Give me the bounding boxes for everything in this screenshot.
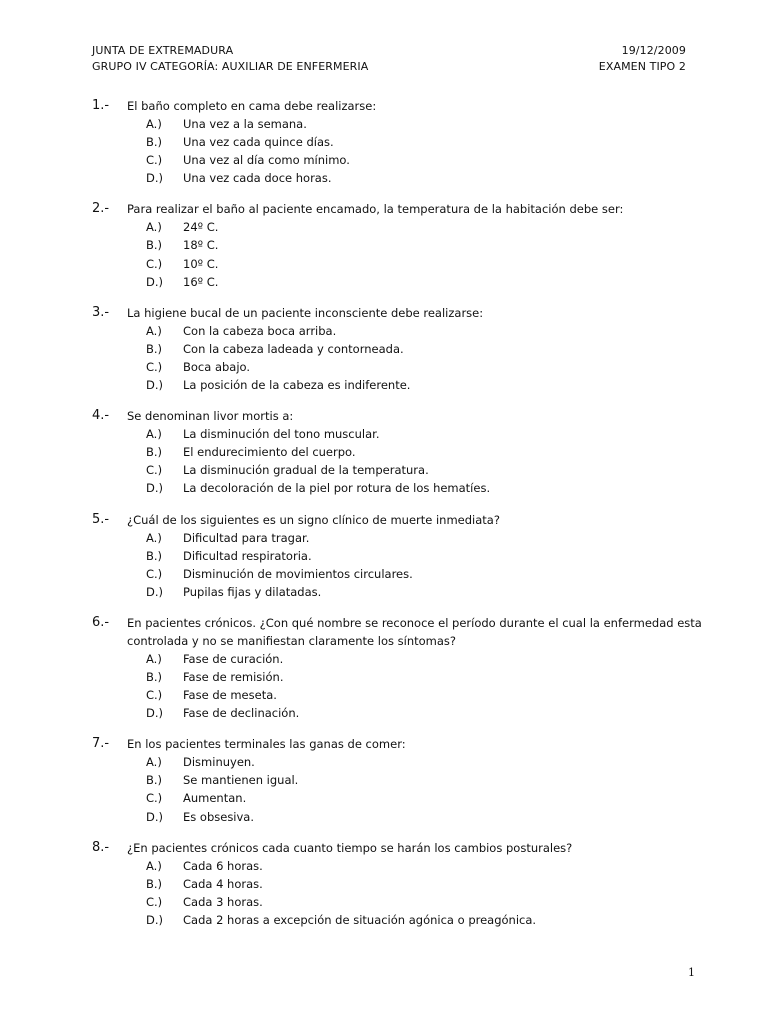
option-text: Una vez a la semana. (183, 117, 307, 131)
option-letter: D.) (146, 912, 163, 927)
question-6 (92, 614, 702, 722)
option-text: 16º C. (183, 274, 219, 289)
option-letter: A.) (146, 117, 162, 131)
option-letter: C.) (146, 566, 163, 581)
question-text: La higiene bucal de un paciente inconsciente debe realizarse: (127, 305, 484, 320)
option-letter: D.) (146, 481, 163, 496)
option-c (146, 358, 702, 376)
options-list (146, 218, 702, 290)
option-letter: A.) (146, 755, 162, 770)
question-text: En los pacientes terminales las ganas de comer: (127, 737, 406, 752)
question-number: 7.- (92, 736, 110, 752)
option-letter: A.) (146, 220, 162, 235)
option-letter: C.) (146, 153, 163, 168)
option-text: Fase de meseta. (183, 688, 277, 703)
option-letter: B.) (146, 876, 163, 891)
options-list (146, 753, 702, 825)
option-letter: D.) (146, 584, 163, 599)
options-list (146, 322, 702, 394)
option-text: 10º C. (183, 256, 219, 271)
option-b (146, 443, 702, 461)
option-letter: D.) (146, 274, 163, 289)
option-d (146, 376, 702, 394)
option-text: Con la cabeza boca arriba. (183, 323, 337, 338)
option-b (146, 875, 702, 893)
header-exam-type: EXAMEN TIPO 2 (598, 60, 686, 73)
option-b (146, 668, 702, 686)
option-text: Boca abajo. (183, 359, 251, 374)
option-a (146, 322, 702, 340)
option-text: El endurecimiento del cuerpo. (183, 445, 356, 460)
option-c (146, 686, 702, 704)
option-a (146, 650, 702, 668)
option-text: Con la cabeza ladeada y contorneada. (183, 341, 404, 356)
option-c (146, 461, 702, 479)
option-letter: B.) (146, 238, 163, 253)
option-letter: A.) (146, 530, 162, 545)
option-b (146, 133, 702, 151)
option-c (146, 255, 702, 273)
header-row-2 (92, 59, 686, 75)
option-letter: C.) (146, 463, 163, 478)
question-4 (92, 407, 702, 497)
option-text: Disminuyen. (183, 755, 255, 770)
option-text: Es obsesiva. (183, 809, 255, 824)
question-number: 8.- (92, 839, 110, 855)
option-b (146, 771, 702, 789)
options-list (146, 115, 702, 187)
option-a (146, 425, 702, 443)
option-letter: D.) (146, 809, 163, 824)
option-d (146, 273, 702, 291)
option-letter: C.) (146, 256, 163, 271)
option-text: Cada 2 horas a excepción de situación agónica o preagónica. (183, 912, 537, 927)
question-3 (92, 304, 702, 394)
question-text: Para realizar el baño al paciente encamado, la temperatura de la habitación debe ser: (127, 202, 624, 217)
header-group: GRUPO IV CATEGORÍA: AUXILIAR DE ENFERMERIA (92, 60, 369, 73)
option-d (146, 169, 702, 187)
option-text: 24º C. (183, 220, 219, 235)
option-letter: C.) (146, 359, 163, 374)
option-text: Aumentan. (183, 791, 247, 806)
question-text: En pacientes crónicos. ¿Con qué nombre se reconoce el período durante el cual la enfermedad esta controlada y no se manifiestan claramente los síntomas? (127, 615, 702, 648)
option-letter: A.) (146, 858, 162, 873)
question-7 (92, 735, 702, 825)
option-text: Disminución de movimientos circulares. (183, 566, 413, 581)
option-text: Cada 6 horas. (183, 858, 263, 873)
question-number: 1.- (92, 98, 110, 113)
option-letter: B.) (146, 341, 163, 356)
option-text: Una vez cada quince días. (183, 135, 334, 150)
option-b (146, 236, 702, 254)
header-organization: JUNTA DE EXTREMADURA (92, 44, 234, 57)
option-letter: A.) (146, 651, 162, 666)
question-5 (92, 511, 702, 601)
option-letter: A.) (146, 323, 162, 338)
option-text: Una vez al día como mínimo. (183, 153, 350, 168)
question-2 (92, 200, 702, 290)
question-number: 2.- (92, 201, 110, 217)
option-text: Fase de remisión. (183, 669, 284, 684)
option-c (146, 789, 702, 807)
page-number: 1 (688, 966, 695, 979)
option-d (146, 911, 702, 929)
question-text: ¿Cuál de los siguientes es un signo clínico de muerte inmediata? (127, 512, 500, 527)
option-d (146, 704, 702, 722)
option-letter: B.) (146, 135, 163, 150)
option-letter: A.) (146, 427, 162, 442)
question-number: 5.- (92, 511, 110, 527)
option-letter: B.) (146, 445, 163, 460)
option-text: Dificultad para tragar. (183, 530, 310, 545)
question-8 (92, 839, 702, 929)
option-a (146, 857, 702, 875)
option-text: La posición de la cabeza es indiferente. (183, 378, 411, 393)
question-text: El baño completo en cama debe realizarse: (127, 99, 377, 113)
header-date: 19/12/2009 (621, 44, 686, 57)
option-c (146, 565, 702, 583)
option-text: La disminución gradual de la temperatura. (183, 463, 429, 478)
options-list (146, 650, 702, 722)
options-list (146, 857, 702, 929)
option-a (146, 753, 702, 771)
option-letter: D.) (146, 171, 163, 186)
option-text: Dificultad respiratoria. (183, 548, 312, 563)
option-text: Fase de declinación. (183, 706, 300, 721)
question-number: 3.- (92, 304, 110, 320)
option-letter: C.) (146, 688, 163, 703)
option-b (146, 547, 702, 565)
option-letter: B.) (146, 669, 163, 684)
option-d (146, 808, 702, 826)
question-text: ¿En pacientes crónicos cada cuanto tiempo se harán los cambios posturales? (127, 840, 573, 855)
options-list (146, 425, 702, 497)
option-letter: D.) (146, 378, 163, 393)
option-letter: C.) (146, 791, 163, 806)
option-text: La decoloración de la piel por rotura de los hematíes. (183, 481, 491, 496)
question-number: 6.- (92, 614, 110, 630)
option-text: Pupilas fijas y dilatadas. (183, 584, 322, 599)
option-b (146, 340, 702, 358)
option-letter: D.) (146, 706, 163, 721)
header-row-1 (92, 43, 686, 59)
option-text: 18º C. (183, 238, 219, 253)
question-text: Se denominan livor mortis a: (127, 409, 294, 424)
option-text: Cada 4 horas. (183, 876, 263, 891)
question-1 (92, 97, 702, 187)
question-number: 4.- (92, 408, 110, 424)
option-letter: C.) (146, 894, 163, 909)
option-a (146, 115, 702, 133)
option-text: Cada 3 horas. (183, 894, 263, 909)
page-header (92, 43, 686, 75)
option-text: Una vez cada doce horas. (183, 171, 332, 186)
options-list (146, 529, 702, 601)
option-text: La disminución del tono muscular. (183, 427, 380, 442)
option-a (146, 218, 702, 236)
option-letter: B.) (146, 773, 163, 788)
option-text: Fase de curación. (183, 651, 284, 666)
option-c (146, 893, 702, 911)
option-d (146, 583, 702, 601)
option-a (146, 529, 702, 547)
option-c (146, 151, 702, 169)
option-letter: B.) (146, 548, 163, 563)
option-text: Se mantienen igual. (183, 773, 299, 788)
question-list (92, 97, 702, 942)
option-d (146, 479, 702, 497)
